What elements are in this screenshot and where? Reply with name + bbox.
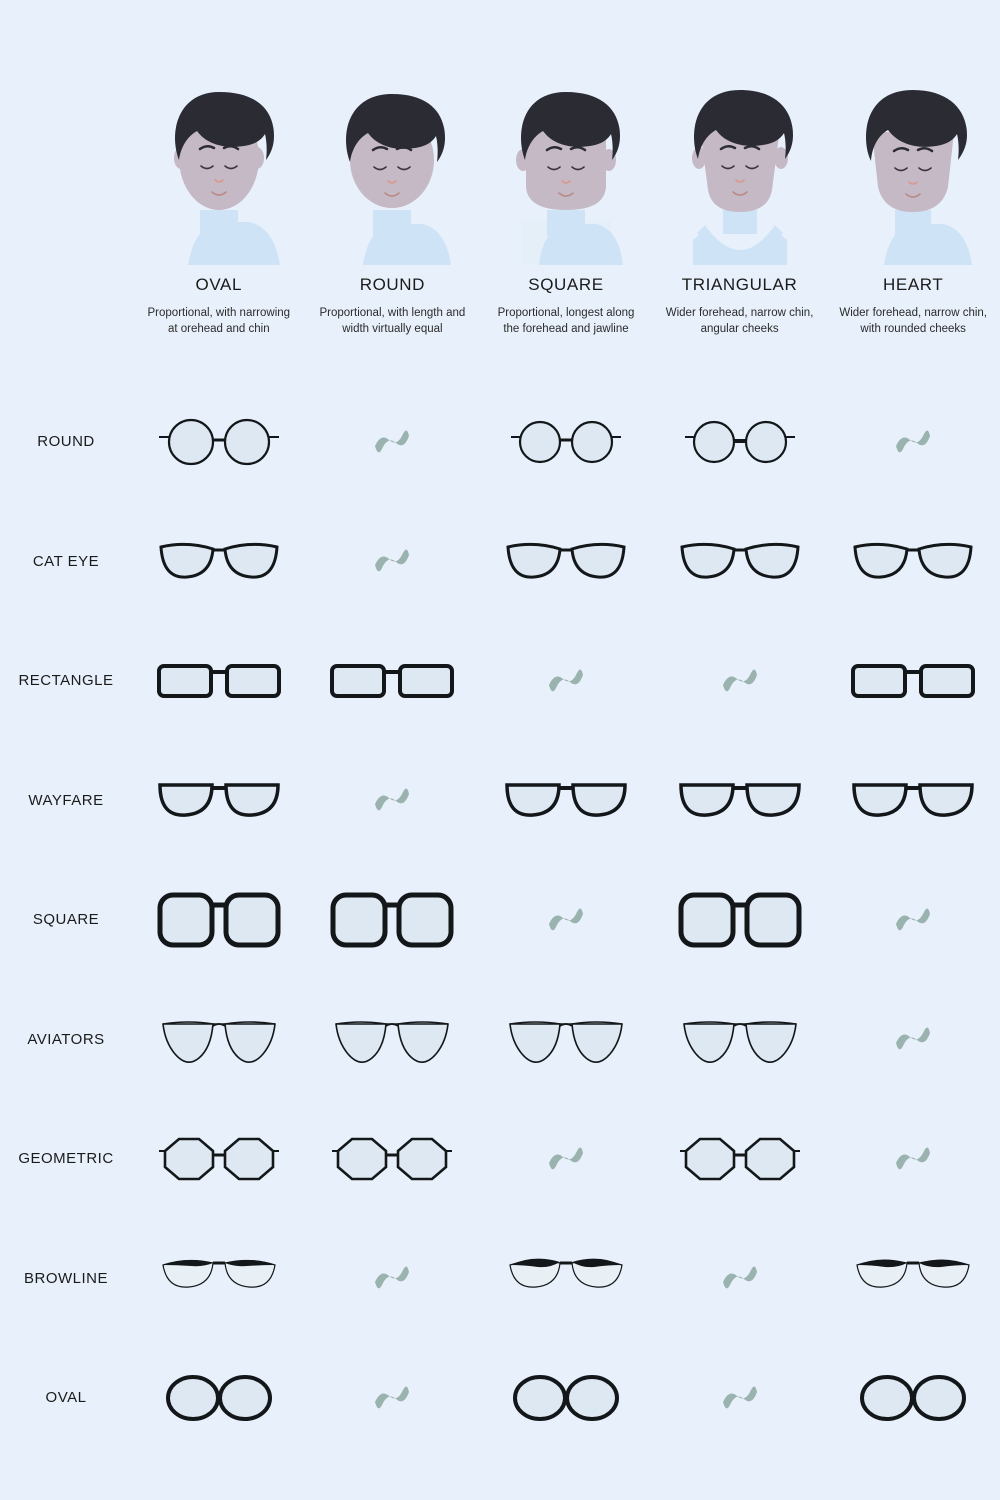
cell-cateye-square[interactable] (479, 502, 653, 622)
cell-round-triangular[interactable] (653, 382, 827, 502)
cell-square-triangular[interactable] (653, 860, 827, 980)
cell-square-oval[interactable] (132, 860, 306, 980)
face-column-square (479, 70, 653, 338)
table-row (0, 1099, 1000, 1219)
cell-square-square[interactable] (479, 860, 653, 980)
cell-geometric-oval[interactable] (132, 1099, 306, 1219)
cell-aviators-oval[interactable] (132, 980, 306, 1100)
face-name: TRIANGULAR (681, 275, 798, 294)
frame-matrix (0, 382, 1000, 1458)
cell-round-square[interactable] (479, 382, 653, 502)
cell-rectangle-oval[interactable] (132, 621, 306, 741)
cell-oval-square[interactable] (479, 1338, 653, 1458)
cell-wayfare-oval[interactable] (132, 741, 306, 861)
table-row (0, 382, 1000, 502)
row-label-geometric: GEOMETRIC (18, 1150, 114, 1168)
cell-rectangle-square[interactable] (479, 621, 653, 741)
table-row (0, 980, 1000, 1100)
table-row (0, 621, 1000, 741)
cell-square-heart[interactable] (826, 860, 1000, 980)
cell-round-heart[interactable] (826, 382, 1000, 502)
cell-wayfare-round[interactable] (306, 741, 480, 861)
face-column-round (306, 70, 480, 338)
cell-aviators-square[interactable] (479, 980, 653, 1100)
face-name: OVAL (195, 275, 243, 294)
cell-geometric-heart[interactable] (826, 1099, 1000, 1219)
row-label-round: ROUND (37, 433, 95, 451)
cell-browline-round[interactable] (306, 1219, 480, 1339)
table-row (0, 1219, 1000, 1339)
cell-browline-triangular[interactable] (653, 1219, 827, 1339)
cell-cateye-triangular[interactable] (653, 502, 827, 622)
cell-round-round[interactable] (306, 382, 480, 502)
cell-wayfare-heart[interactable] (826, 741, 1000, 861)
face-column-heart (826, 70, 1000, 338)
cell-aviators-heart[interactable] (826, 980, 1000, 1100)
cell-rectangle-triangular[interactable] (653, 621, 827, 741)
row-label-oval: OVAL (45, 1389, 87, 1407)
face-column-oval (132, 70, 306, 338)
cell-rectangle-round[interactable] (306, 621, 480, 741)
table-row (0, 741, 1000, 861)
cell-oval-heart[interactable] (826, 1338, 1000, 1458)
cell-round-oval[interactable] (132, 382, 306, 502)
face-column-triangular (653, 70, 827, 338)
cell-browline-heart[interactable] (826, 1219, 1000, 1339)
cell-oval-triangular[interactable] (653, 1338, 827, 1458)
face-name: HEART (883, 275, 944, 294)
table-row (0, 502, 1000, 622)
row-label-square: SQUARE (32, 911, 100, 929)
cell-rectangle-heart[interactable] (826, 621, 1000, 741)
face-description: Proportional, longest along the forehead and jawline (497, 307, 635, 336)
row-label-wayfare: WAYFARE (28, 791, 104, 809)
face-heart-icon (848, 70, 978, 265)
table-row (0, 1338, 1000, 1458)
face-types-row (132, 70, 1000, 338)
face-square-icon (501, 70, 631, 265)
row-label-cat-eye: CAT EYE (32, 552, 100, 570)
face-name: ROUND (359, 275, 426, 294)
cell-oval-oval[interactable] (132, 1338, 306, 1458)
cell-cateye-round[interactable] (306, 502, 480, 622)
face-description: Wider forehead, narrow chin, angular cheeks (665, 307, 814, 336)
cell-cateye-heart[interactable] (826, 502, 1000, 622)
cell-oval-round[interactable] (306, 1338, 480, 1458)
row-label-aviators: AVIATORS (27, 1030, 105, 1048)
cell-geometric-round[interactable] (306, 1099, 480, 1219)
row-label-browline: BROWLINE (23, 1269, 108, 1287)
table-row (0, 860, 1000, 980)
face-round-icon (327, 70, 457, 265)
cell-geometric-triangular[interactable] (653, 1099, 827, 1219)
cell-aviators-round[interactable] (306, 980, 480, 1100)
row-label-rectangle: RECTANGLE (18, 672, 114, 690)
face-name: SQUARE (528, 275, 604, 294)
face-description: Proportional, with length and width virtually equal (319, 307, 466, 336)
face-description: Proportional, with narrowing at orehead and chin (147, 307, 291, 336)
cell-square-round[interactable] (306, 860, 480, 980)
cell-browline-square[interactable] (479, 1219, 653, 1339)
cell-cateye-oval[interactable] (132, 502, 306, 622)
cell-aviators-triangular[interactable] (653, 980, 827, 1100)
face-description: Wider forehead, narrow chin, with rounded cheeks (839, 307, 987, 336)
cell-wayfare-triangular[interactable] (653, 741, 827, 861)
face-triangular-icon (675, 70, 805, 265)
cell-geometric-square[interactable] (479, 1099, 653, 1219)
cell-browline-oval[interactable] (132, 1219, 306, 1339)
cell-wayfare-square[interactable] (479, 741, 653, 861)
face-oval-icon (154, 70, 284, 265)
